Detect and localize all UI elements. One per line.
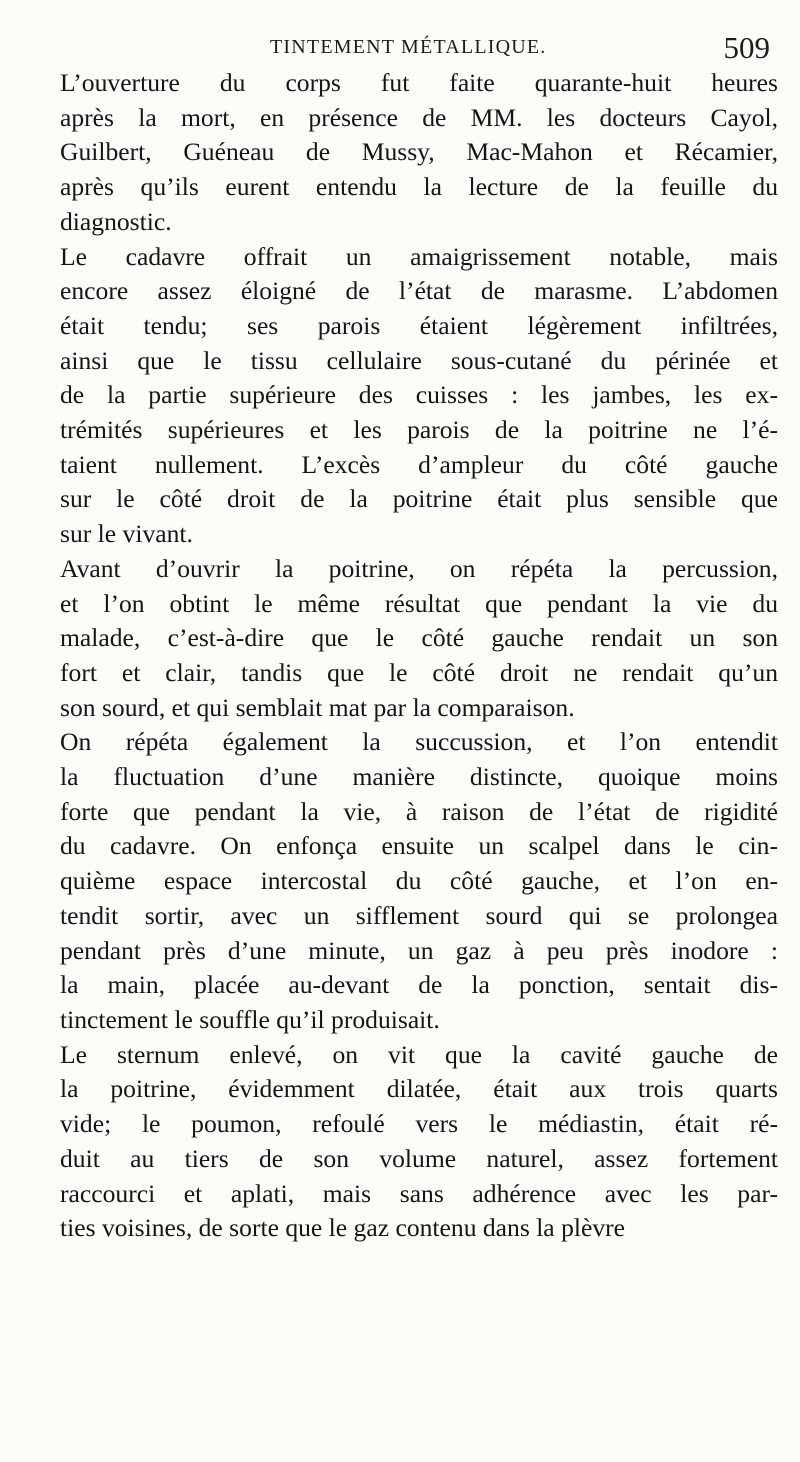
text-line: encore assez éloigné de l’état de marasme. L’abdomen [60,276,778,306]
paragraph [60,1038,778,1246]
text-line: la poitrine, évidemment dilatée, était aux trois quarts [60,1074,778,1104]
text-line: et l’on obtint le même résultat que pendant la vie du [60,588,778,618]
text-line: malade, c’est-à-dire que le côté gauche rendait un son [60,623,778,653]
text-line: ties voisines, de sorte que le gaz contenu dans la plèvre [60,1213,626,1243]
text-line: après qu’ils eurent entendu la lecture de la feuille du [60,172,778,202]
text-line: duit au tiers de son volume naturel, assez fortement [60,1143,778,1173]
text-line: la main, placée au-devant de la ponction, sentait dis- [60,970,778,1000]
paragraph [60,66,778,240]
text-line: vide; le poumon, refoulé vers le médiastin, était ré- [60,1109,778,1139]
text-line: fort et clair, tandis que le côté droit ne rendait qu’un [60,657,778,687]
text-line: de la partie supérieure des cuisses : les jambes, les ex- [60,380,778,410]
paragraph [60,552,778,726]
text-line: sur le côté droit de la poitrine était plus sensible que [60,484,778,514]
text-line: Le sternum enlevé, on vit que la cavité gauche de [60,1039,778,1069]
running-head [60,26,780,66]
page-number: 509 [723,30,770,65]
text-line: Guilbert, Guéneau de Mussy, Mac-Mahon et Récamier, [60,137,778,167]
text-line: était tendu; ses parois étaient légèrement infiltrées, [60,310,778,340]
text-line: forte que pendant la vie, à raison de l’état de rigidité [60,796,778,826]
text-line: Le cadavre offrait un amaigrissement notable, mais [60,241,778,271]
text-line: après la mort, en présence de MM. les docteurs Cayol, [60,102,778,132]
paragraph [60,240,778,552]
text-line: On répéta également la succussion, et l’on entendit [60,727,778,757]
body-text [60,66,778,1246]
text-line: du cadavre. On enfonça ensuite un scalpel dans le cin- [60,831,778,861]
text-line: raccourci et aplati, mais sans adhérence avec les par- [60,1178,778,1208]
text-line: ainsi que le tissu cellulaire sous-cutané du périnée et [60,345,778,375]
running-title: TINTEMENT MÉTALLIQUE. [270,36,547,58]
text-line: Avant d’ouvrir la poitrine, on répéta la percussion, [60,553,778,583]
text-line: taient nullement. L’excès d’ampleur du côté gauche [60,449,778,479]
text-line: son sourd, et qui semblait mat par la comparaison. [60,692,575,722]
text-line: trémités supérieures et les parois de la poitrine ne l’é- [60,415,778,445]
text-line: quième espace intercostal du côté gauche, et l’on en- [60,866,778,896]
text-line: tinctement le souffle qu’il produisait. [60,1004,440,1034]
text-line: sur le vivant. [60,519,193,549]
text-line: diagnostic. [60,206,172,236]
text-line: tendit sortir, avec un sifflement sourd qui se prolongea [60,900,778,930]
text-line: la fluctuation d’une manière distincte, quoique moins [60,762,778,792]
text-line: pendant près d’une minute, un gaz à peu près inodore : [60,935,778,965]
text-line: L’ouverture du corps fut faite quarante-huit heures [60,68,778,97]
paragraph [60,725,778,1037]
